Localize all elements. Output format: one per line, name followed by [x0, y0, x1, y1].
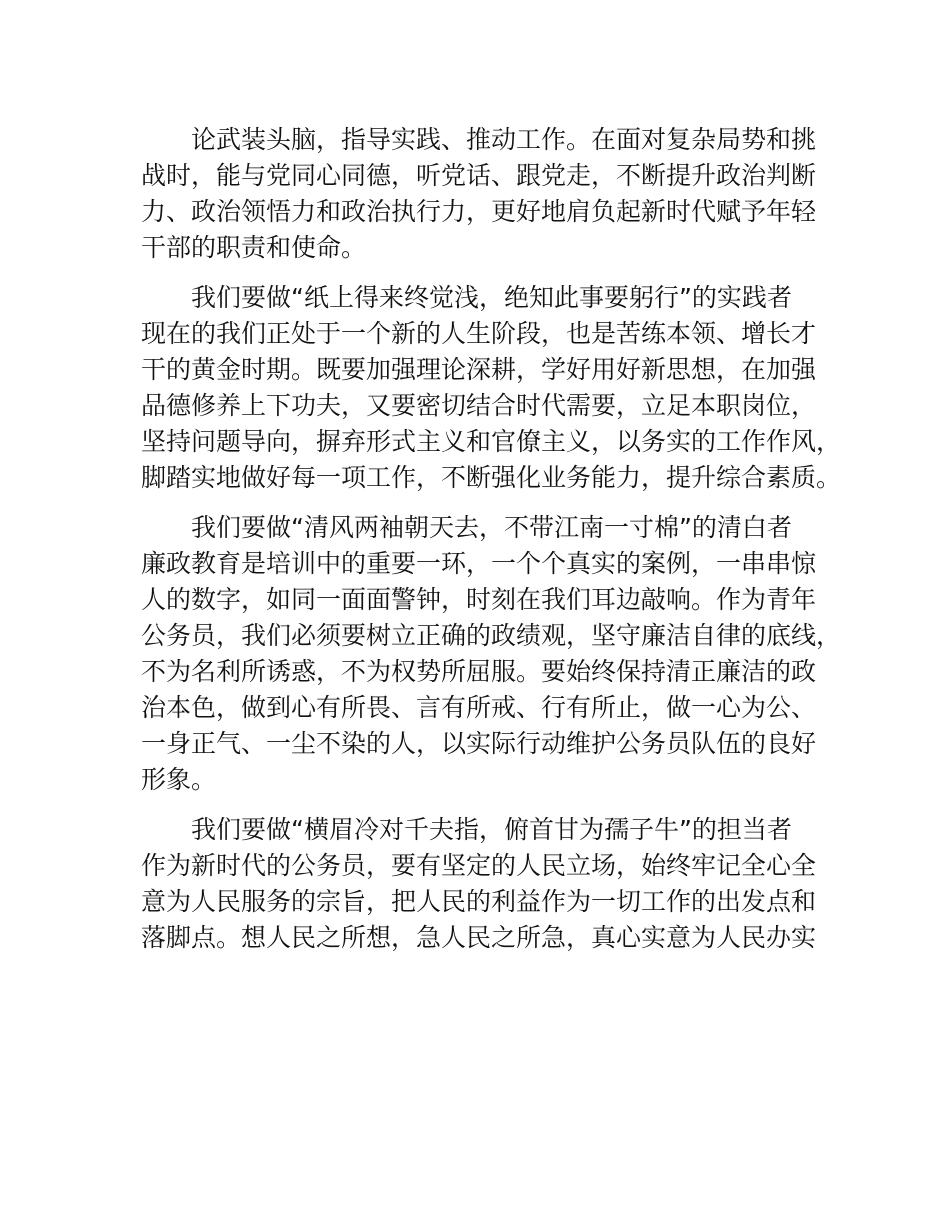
text-line: 人的数字，如同一面面警钟，时刻在我们耳边敲响。作为青年 [141, 585, 817, 614]
text-line: 落脚点。想人民之所想，急人民之所急，真心实意为人民办实 [141, 923, 817, 952]
text-line: 形象。 [141, 765, 217, 794]
text-line: 坚持问题导向，摒弃形式主义和官僚主义，以务实的工作作风， [141, 427, 842, 456]
paragraph-heading: 我们要做“纸上得来终觉浅，绝知此事要躬行”的实践者 [191, 283, 792, 312]
paragraph-2 [141, 280, 841, 496]
text-line: 脚踏实地做好每一项工作，不断强化业务能力，提升综合素质。 [141, 463, 842, 492]
text-line: 一身正气、一尘不染的人，以实际行动维护公务员队伍的良好 [141, 729, 817, 758]
text-line: 廉政教育是培训中的重要一环，一个个真实的案例，一串串惊 [141, 549, 817, 578]
text-line: 治本色，做到心有所畏、言有所戒、行有所止，做一心为公、 [141, 693, 817, 722]
text-line: 不为名利所诱惑，不为权势所屈服。要始终保持清正廉洁的政 [141, 657, 817, 686]
text-line: 公务员，我们必须要树立正确的政绩观，坚守廉洁自律的底线， [141, 621, 842, 650]
text-line: 现在的我们正处于一个新的人生阶段，也是苦练本领、增长才 [141, 319, 817, 348]
paragraph-4 [141, 812, 841, 956]
paragraph-heading: 我们要做“清风两袖朝天去，不带江南一寸棉”的清白者 [191, 513, 792, 542]
text-line: 品德修养上下功夫，又要密切结合时代需要，立足本职岗位， [141, 391, 817, 420]
text-line: 论武装头脑，指导实践、推动工作。在面对复杂局势和挑 [191, 125, 817, 154]
paragraph-heading: 我们要做“横眉冷对千夫指，俯首甘为孺子牛”的担当者 [191, 815, 792, 844]
text-line: 干的黄金时期。既要加强理论深耕，学好用好新思想，在加强 [141, 355, 817, 384]
paragraph-1 [141, 122, 841, 266]
text-line: 干部的职责和使命。 [141, 233, 367, 262]
text-line: 战时，能与党同心同德，听党话、跟党走，不断提升政治判断 [141, 161, 817, 190]
document-body [141, 122, 841, 970]
text-line: 力、政治领悟力和政治执行力，更好地肩负起新时代赋予年轻 [141, 197, 817, 226]
text-line: 作为新时代的公务员，要有坚定的人民立场，始终牢记全心全 [141, 851, 817, 880]
text-line: 意为人民服务的宗旨，把人民的利益作为一切工作的出发点和 [141, 887, 817, 916]
paragraph-3 [141, 510, 841, 798]
